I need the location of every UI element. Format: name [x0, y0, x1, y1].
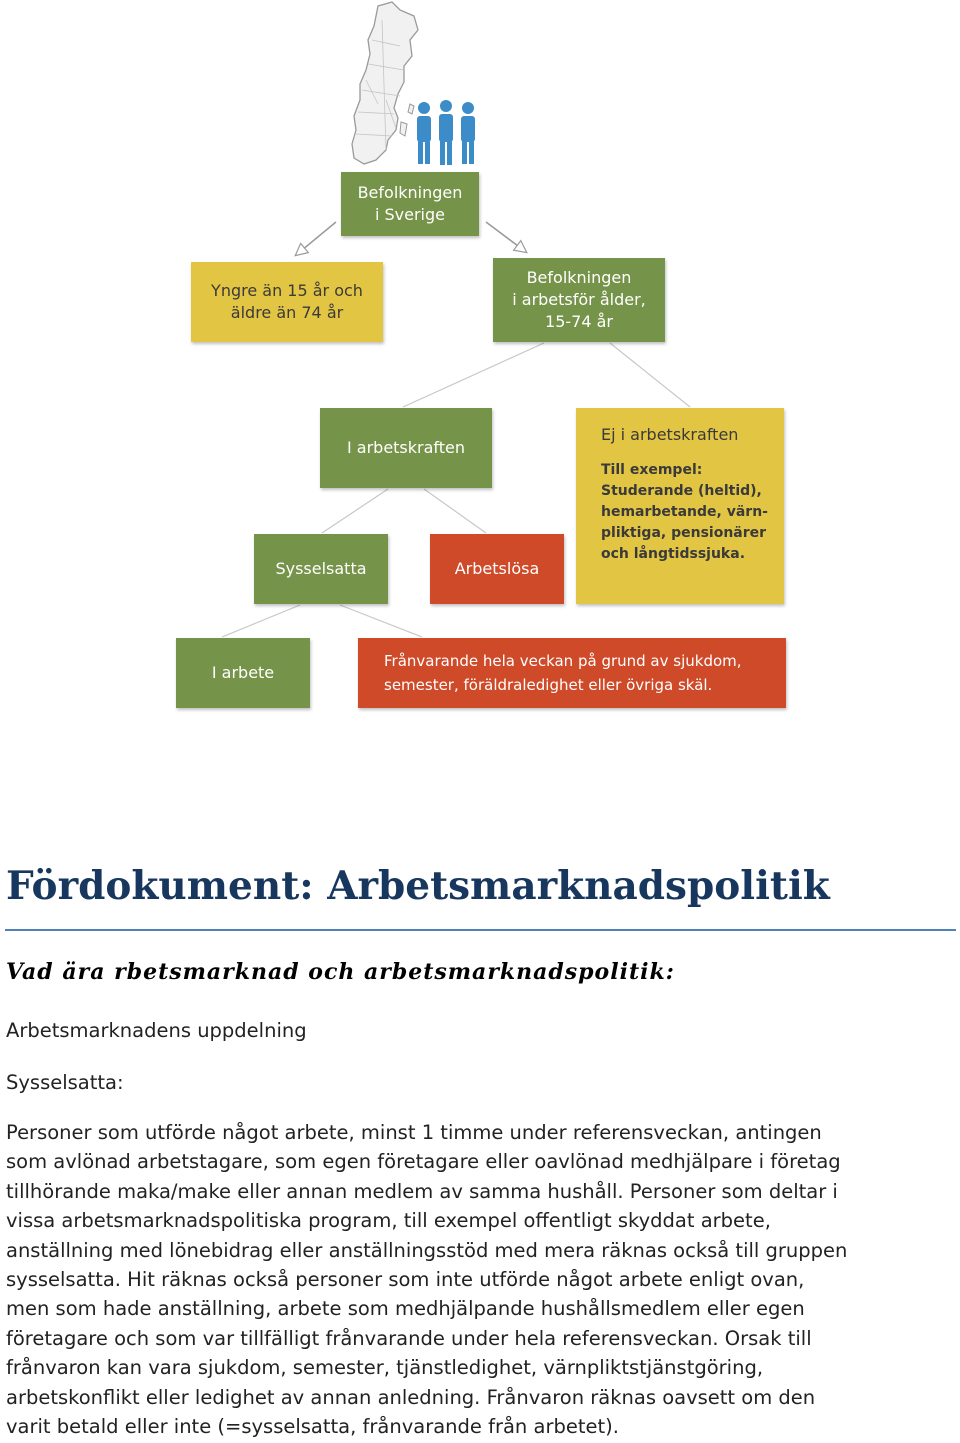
absent-box — [358, 638, 786, 708]
labour-force-box — [320, 408, 492, 488]
not-labour-force-examples — [601, 460, 784, 565]
arrow-to-young-old — [296, 222, 336, 255]
at-work-box — [176, 638, 310, 708]
section-heading: Arbetsmarknadens uppdelning — [6, 1019, 307, 1042]
body-line: tillhörande maka/make eller annan medlem av samma hushåll. Personer som deltar i — [6, 1179, 838, 1203]
young-old-line-1: Yngre än 15 år och — [211, 281, 363, 300]
working-age-box — [493, 258, 665, 342]
population-line-2: i Sverige — [374, 205, 445, 224]
absent-line-1: Frånvarande hela veckan på grund av sjukdom, — [384, 652, 742, 670]
working-age-line-2: i arbetsför ålder, — [512, 290, 646, 309]
employed-definition — [6, 1118, 958, 1441]
body-line: frånvaron kan vara sjukdom, semester, tjänstledighet, värnpliktstjänstgöring, — [6, 1356, 764, 1380]
young-old-line-2: äldre än 74 år — [230, 303, 344, 322]
body-line: vissa arbetsmarknadspolitiska program, till exempel offentligt skyddat arbete, — [6, 1209, 771, 1233]
body-line: arbetskonflikt eller ledighet av annan anledning. Frånvaron räknas oavsett om den — [6, 1385, 816, 1409]
arrow-to-working-age — [486, 222, 526, 252]
people-icon — [417, 100, 475, 165]
labour-market-diagram — [0, 0, 960, 720]
population-line-1: Befolkningen — [357, 183, 463, 202]
not-labour-force-line-1: Till exempel: — [601, 462, 703, 478]
not-labour-force-title: Ej i arbetskraften — [601, 425, 739, 444]
working-age-line-1: Befolkningen — [526, 268, 632, 287]
not-labour-force-line-4: pliktiga, pensionärer — [601, 525, 767, 541]
body-line: anställning med lönebidrag eller anställningsstöd med mera räknas också till gruppen — [6, 1238, 848, 1262]
body-line: Personer som utförde något arbete, minst 1 timme under referensveckan, antingen — [6, 1121, 822, 1144]
absent-line-2: semester, föräldraledighet eller övriga skäl. — [384, 676, 713, 694]
title-divider — [5, 929, 956, 931]
not-labour-force-line-3: hemarbetande, värn- — [601, 504, 768, 520]
employed-heading: Sysselsatta: — [6, 1071, 124, 1094]
population-box — [341, 172, 479, 236]
unemployed-label: Arbetslösa — [454, 559, 540, 578]
employed-label: Sysselsatta — [275, 559, 367, 578]
body-line: varit betald eller inte (=sysselsatta, frånvarande från arbetet). — [6, 1415, 619, 1439]
unemployed-box — [430, 534, 564, 604]
employed-box — [254, 534, 388, 604]
document-subtitle: Vad ära rbetsmarknad och arbetsmarknadspolitik: — [6, 959, 675, 985]
young-old-box — [191, 262, 383, 342]
body-line: som avlönad arbetstagare, som egen företagare eller oavlönad medhjälpare i företag — [6, 1150, 841, 1174]
not-labour-force-box — [576, 408, 784, 604]
body-line: sysselsatta. Hit räknas också personer som inte utförde något arbete enligt ovan, — [6, 1268, 805, 1292]
at-work-label: I arbete — [211, 663, 275, 682]
document-title: Fördokument: Arbetsmarknadspolitik — [6, 863, 830, 909]
sweden-map-icon — [352, 2, 418, 164]
not-labour-force-line-2: Studerande (heltid), — [601, 483, 762, 499]
diagram-connectors — [0, 0, 960, 720]
body-line: företagare och som var tillfälligt frånvarande under hela referensveckan. Orsak till — [6, 1326, 812, 1350]
not-labour-force-line-5: och långtidssjuka. — [601, 546, 746, 562]
body-line: men som hade anställning, arbete som medhjälpande hushållsmedlem eller egen — [6, 1297, 805, 1321]
working-age-line-3: 15-74 år — [545, 312, 613, 331]
labour-force-label: I arbetskraften — [346, 438, 466, 457]
